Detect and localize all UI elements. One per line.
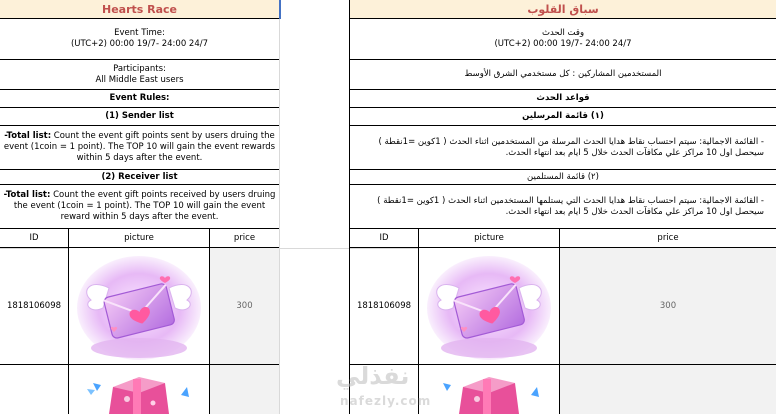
gift-box-image-ar (419, 365, 560, 414)
receiver-total-text-en: Count the event gift points received by users druing the event (1coin = 1 point). The TOP 10 will gain the event reward within 5 days after the event. (13, 190, 276, 222)
row2-id-cell-en[interactable] (0, 365, 69, 414)
col-header-picture-label-en: picture (124, 232, 154, 243)
receiver-rule-cell-ar[interactable] (349, 185, 776, 229)
event-time-label-en: Event Time: (114, 28, 165, 38)
receiver-rule-text-ar: - القائمة الاجمالية: سيتم احتساب نقاط هدايا الحدث التي يستلمها المستخدمين اثناء الحدث ( 1كوين =1نقطة ) سيحصل اول 10 مراكز علي مكافآت الحدث خلال 5 ايام بعد انتهاء الحدث. (377, 195, 764, 217)
receiver-heading-en: (2) Receiver list (101, 171, 178, 182)
row2-picture-cell-ar[interactable] (419, 365, 560, 414)
row2-price-cell-en[interactable] (210, 365, 279, 414)
col-header-picture-en[interactable] (69, 229, 210, 248)
sender-rule-text-en (3, 131, 276, 164)
event-rules-label-en: Event Rules: (109, 93, 170, 103)
row1-picture-cell-ar[interactable] (419, 248, 560, 365)
receiver-heading-cell-ar[interactable] (349, 170, 776, 185)
event-time-value-en: (UTC+2) 00:00 19/7- 24:00 24/7 (70, 39, 209, 49)
sender-rule-cell-ar[interactable] (349, 126, 776, 170)
event-time-value-ar: (UTC+2) 00:00 19/7- 24:00 24/7 (494, 39, 632, 49)
watermark-latin: nafezly.com (340, 394, 432, 408)
row1-id-ar: 1818106098 (356, 300, 412, 311)
sender-total-text-en: Count the event gift points sent by users druing the event (1coin = 1 point). The TOP 10 will gain the event rewards within 5 days after the event. (3, 131, 276, 163)
event-time-cell-ar[interactable] (349, 19, 776, 60)
col-header-price-en[interactable] (210, 229, 279, 248)
event-rules-label-ar: قواعد الحدث (536, 93, 590, 103)
col-header-id-label-en: ID (29, 232, 39, 243)
col-header-picture-label-ar: picture (474, 232, 504, 243)
receiver-rule-text-en (3, 190, 276, 223)
watermark-arabic: نفذلي (336, 362, 410, 390)
row2-price-cell-ar[interactable] (560, 365, 776, 414)
receiver-heading-cell-en[interactable] (0, 170, 279, 185)
row1-id-en: 1818106098 (6, 300, 62, 311)
sender-heading-cell-ar[interactable] (349, 108, 776, 126)
row1-price-ar: 300 (659, 300, 677, 311)
row1-picture-cell-en[interactable] (69, 248, 210, 365)
sender-heading-ar: (١) قائمة المرسلين (522, 111, 604, 121)
love-letter-gift-image-ar (419, 248, 560, 365)
event-title-ar: سباق القلوب (527, 2, 599, 16)
title-cell-ar[interactable] (349, 0, 776, 19)
col-header-price-ar[interactable] (560, 229, 776, 248)
participants-cell-ar[interactable] (349, 60, 776, 90)
row1-price-cell-en[interactable] (210, 248, 279, 365)
col-header-id-label-ar: ID (379, 232, 389, 243)
col-header-id-ar[interactable] (349, 229, 419, 248)
col-header-price-label-ar: price (657, 232, 679, 243)
sender-rule-cell-en[interactable] (0, 126, 279, 170)
participants-cell-en[interactable] (0, 60, 279, 90)
row1-price-en: 300 (236, 300, 253, 311)
gridline (279, 0, 280, 414)
receiver-total-label-en: -Total list: (3, 190, 51, 200)
love-letter-gift-image (69, 248, 210, 365)
row1-price-cell-ar[interactable] (560, 248, 776, 365)
col-header-price-label-en: price (233, 232, 256, 243)
col-header-picture-ar[interactable] (419, 229, 560, 248)
participants-text-ar: المستخدمين المشاركين : كل مستخدمي الشرق الأوسط (464, 69, 662, 79)
participants-label-en: Participants: (113, 63, 166, 74)
row2-picture-cell-en[interactable] (69, 365, 210, 414)
receiver-heading-ar: (٢) قائمة المستلمين (527, 171, 599, 182)
event-rules-cell-en[interactable] (0, 90, 279, 108)
sender-heading-cell-en[interactable] (0, 108, 279, 126)
cell-cursor (279, 0, 281, 19)
sender-heading-en: (1) Sender list (105, 111, 174, 121)
receiver-rule-cell-en[interactable] (0, 185, 279, 229)
event-title-en: Hearts Race (101, 2, 178, 16)
sender-rule-text-ar: - القائمة الاجمالية: سيتم احتساب نقاط هدايا الحدث المرسلة من المستخدمين اثناء الحدث ( 1كوين =1نقطة ) سيحصل اول 10 مراكز علي مكافآت الحدث خلال 5 ايام بعد انتهاء الحدث. (378, 136, 764, 158)
event-time-label-ar: وقت الحدث (541, 28, 585, 38)
event-rules-cell-ar[interactable] (349, 90, 776, 108)
col-header-id-en[interactable] (0, 229, 69, 248)
gift-box-image (69, 365, 210, 414)
row1-id-cell-ar[interactable] (349, 248, 419, 365)
sender-total-label-en: -Total list: (4, 131, 52, 141)
participants-value-en: All Middle East users (95, 74, 184, 85)
event-time-cell-en[interactable] (0, 19, 279, 60)
row1-id-cell-en[interactable] (0, 248, 69, 365)
title-cell-en[interactable] (0, 0, 279, 19)
